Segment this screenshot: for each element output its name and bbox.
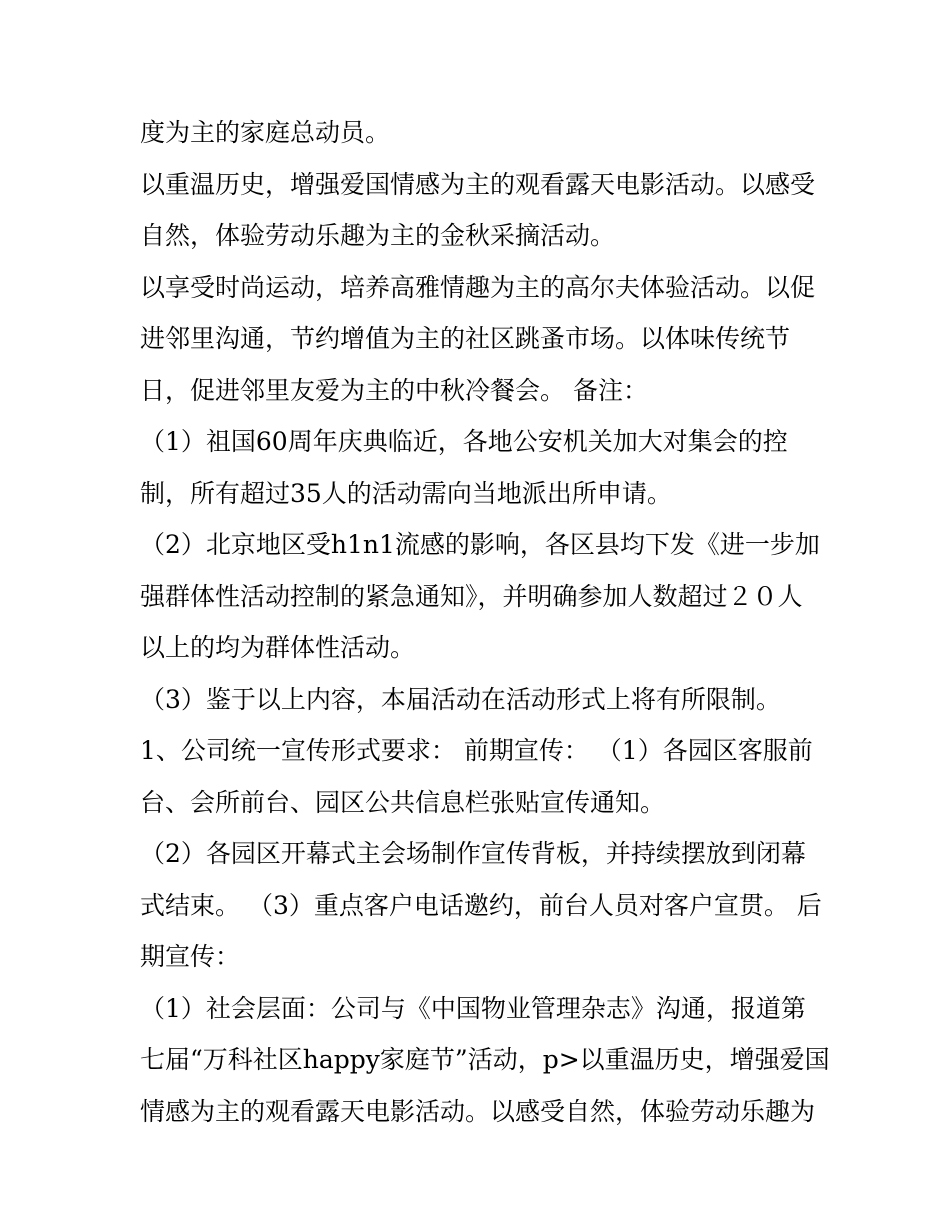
text-line: 式结束。 （3）重点客户电话邀约，前台人员对客户宣贯。 后 xyxy=(140,890,822,920)
text-line: （2）各园区开幕式主会场制作宣传背板，并持续摆放到闭幕 xyxy=(140,839,806,868)
text-line: 进邻里沟通，节约增值为主的社区跳蚤市场。以体味传统节 xyxy=(140,324,791,353)
text-line: 制，所有超过35人的活动需向当地派出所申请。 xyxy=(140,478,672,508)
text-line: 日，促进邻里友爱为主的中秋冷餐会。 备注： xyxy=(140,375,648,405)
text-line: 期宣传： xyxy=(140,942,241,971)
text-line: 强群体性活动控制的紧急通知》，并明确参加人数超过２０人 xyxy=(140,581,803,611)
text-line: （2）北京地区受h1n1流感的影响，各区县均下发《进一步加 xyxy=(140,530,820,559)
text-line: 情感为主的观看露天电影活动。以感受自然，体验劳动乐趣为 xyxy=(140,1096,816,1126)
text-line: （3）鉴于以上内容，本届活动在活动形式上将有所限制。 xyxy=(140,684,781,714)
document-body xyxy=(140,107,830,1137)
text-line: （1）社会层面：公司与《中国物业管理杂志》沟通，报道第 xyxy=(140,993,806,1023)
text-line: 1、公司统一宣传形式要求： 前期宣传： （1）各园区客服前 xyxy=(140,736,813,765)
text-line: 以享受时尚运动，培养高雅情趣为主的高尔夫体验活动。以促 xyxy=(140,272,816,302)
text-line: 七届“万科社区happy家庭节”活动，p>以重温历史，增强爱国 xyxy=(140,1045,830,1074)
text-line: 度为主的家庭总动员。 xyxy=(140,118,391,147)
text-line: 自然，体验劳动乐趣为主的金秋采摘活动。 xyxy=(140,221,616,250)
text-line: 以重温历史，增强爱国情感为主的观看露天电影活动。以感受 xyxy=(140,169,816,199)
text-line: （1）祖国60周年庆典临近，各地公安机关加大对集会的控 xyxy=(140,427,788,456)
text-line: 台、会所前台、园区公共信息栏张贴宣传通知。 xyxy=(140,787,666,817)
text-line: 以上的均为群体性活动。 xyxy=(140,633,416,662)
